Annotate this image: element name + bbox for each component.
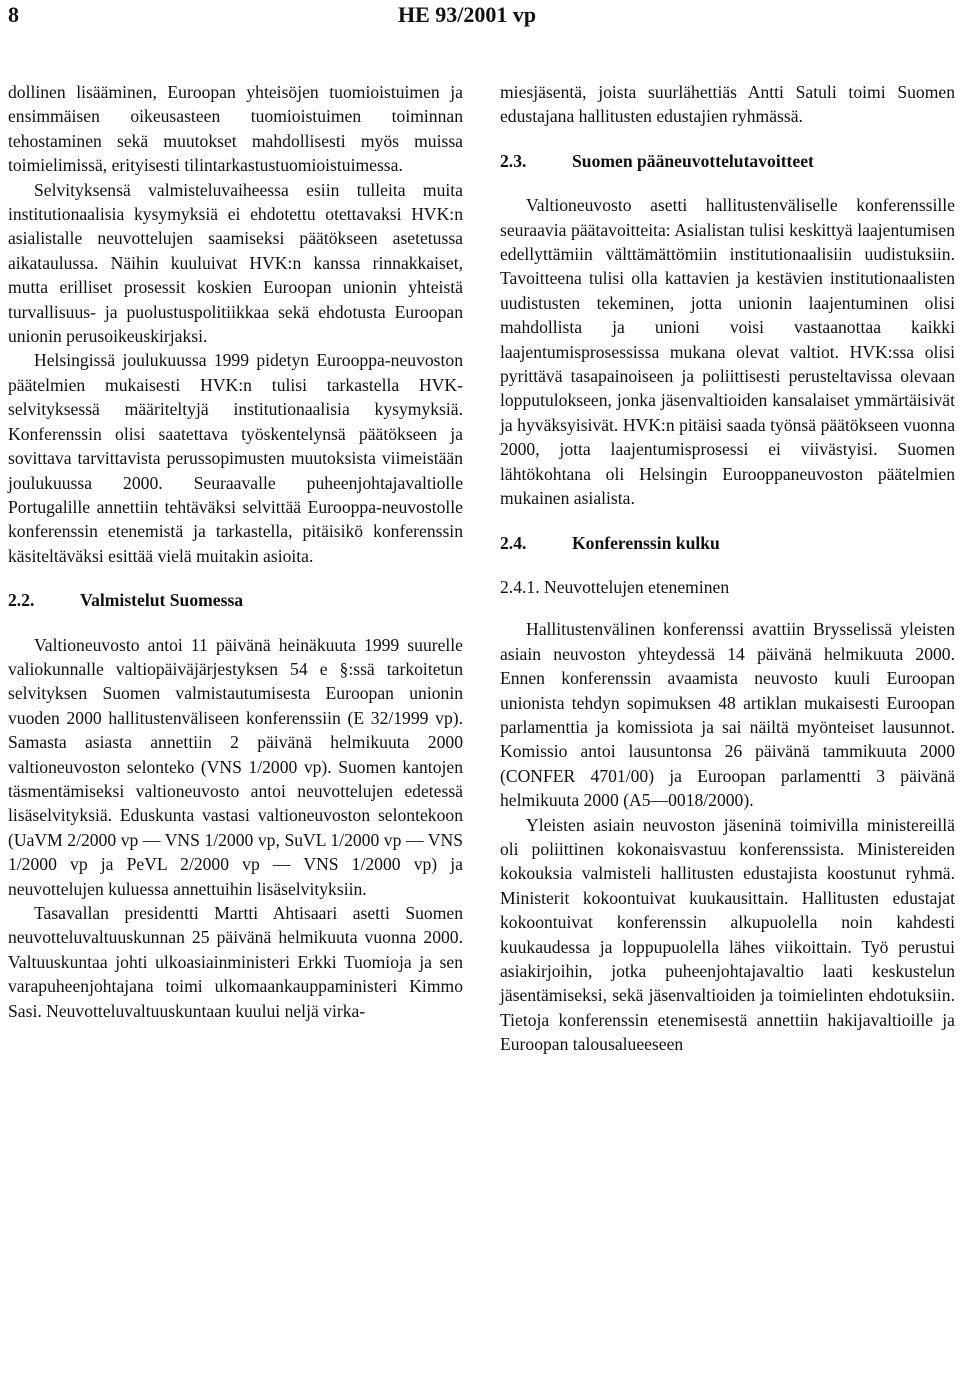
section-title: Valmistelut Suomessa — [80, 590, 244, 611]
left-column — [8, 80, 463, 1023]
section-number: 2.3. — [500, 150, 527, 171]
section-title: Konferenssin kulku — [572, 532, 720, 553]
paragraph: Valtioneuvosto asetti hallitustenväliselle konferenssille seuraavia päätavoitteita: Asialistan tulisi keskittyä laajentumisen edellyttämiin välttämättömiin institutionaalisiin uudistuksiin. Tavoitteena tulisi olla kattavien ja kestävien institutionaalisten uudistusten tekeminen, jotta unionin laajentuminen olisi mahdollista ja unioni voisi vastaanottaa kaikki laajentumisprosessissa mukana olevat valtiot. HVK:ssa olisi pyrittävä tasapainoiseen ja poliittisesti perusteltavissa olevaan lopputulokseen, jonka jäsenvaltioiden kansalaiset ymmärtäisivät ja hyväksyisivät. HVK:n pitäisi saada työnsä päätökseen vuonna 2000, jotta laajentumisprosessi ei viivästyisi. Suomen lähtökohtana oli Helsingin Eurooppaneuvoston päätelmien mukainen asialista. — [500, 195, 955, 509]
paragraph: miesjäsentä, joista suurlähettiäs Antti Satuli toimi Suomen edustajana hallitusten edustajien ryhmässä. — [500, 82, 955, 127]
section-heading-2-3 — [500, 149, 955, 173]
paragraph: dollinen lisääminen, Euroopan yhteisöjen tuomioistuimen ja ensimmäisen oikeusasteen tuomioistuimen toiminnan tehostaminen sekä muutokset mahdollisesti myös muissa toimielimissä, erityisesti tilintarkastustuomioistuimessa. — [8, 82, 463, 176]
section-number: 2.4. — [500, 532, 527, 553]
paragraph: Hallitustenvälinen konferenssi avattiin Brysselissä yleisten asiain neuvoston yhteydessä 14 päivänä helmikuuta 2000. Ennen konferenssin avaamista neuvosto kuuli Euroopan unionista tehdyn sopimuksen 48 artiklan mukaisesti Euroopan parlamenttia ja komissiota ja sai näiltä myönteiset lausunnot. Komissio antoi lausuntonsa 26 päivänä tammikuuta 2000 (CONFER 4701/00) ja Euroopan parlamentti 3 päivänä helmikuuta 2000 (A5—0018/2000). — [500, 619, 955, 811]
paragraph: Valtioneuvosto antoi 11 päivänä heinäkuuta 1999 suurelle valiokunnalle valtiopäiväjärjestyksen 54 e §:ssä tarkoitetun selvityksen Suomen valmistautumisesta Euroopan unionin vuoden 2000 hallitustenväliseen konferenssiin (E 32/1999 vp). Samasta asiasta annettiin 2 päivänä helmikuuta 2000 valtioneuvoston selonteko (VNS 1/2000 vp). Suomen kantojen täsmentämiseksi valtioneuvosto antoi neuvottelujen edetessä lisäselvityksiä. Eduskunta vastasi valtioneuvoston selontekoon (UaVM 2/2000 vp — VNS 1/2000 vp, SuVL 1/2000 vp — VNS 1/2000 vp ja PeVL 2/2000 vp — VNS 1/2000 vp) ja neuvottelujen kuluessa annettuihin lisäselvityksiin. — [8, 634, 463, 899]
right-column — [500, 80, 955, 1057]
paragraph: Selvityksensä valmisteluvaiheessa esiin tulleita muita institutionaalisia kysymyksiä ei ehdotettu otettavaksi HVK:n asialistalle neuvottelujen saamiseksi päätökseen asetetussa aikataulussa. Näihin kuuluivat HVK:n kanssa rinnakkaiset, mutta erilliset prosessit koskien Euroopan unionin yhteistä turvallisuus- ja puolustuspolitiikkaa sekä ehdotusta Euroopan unionin perusoikeuskirjaksi. — [8, 179, 463, 347]
paragraph: Tasavallan presidentti Martti Ahtisaari asetti Suomen neuvotteluvaltuuskunnan 25 päivänä helmikuuta vuonna 2000. Valtuuskuntaa johti ulkoasiainministeri Erkki Tuomioja ja sen varapuheenjohtajana toimi ulkomaankauppaministeri Kimmo Sasi. Neuvotteluvaltuuskuntaan kuului neljä virka- — [8, 903, 463, 1021]
paragraph: Yleisten asiain neuvoston jäseninä toimivilla ministereillä oli poliittinen kokonaisvastuu konferenssista. Ministereiden kokouksia valmisteli hallitusten edustajista koostunut ryhmä. Ministerit kokoontuivat kuukausittain. Hallitusten edustajat kokoontuivat konferenssin alkupuolella noin kahdesti kuukaudessa ja loppupuolella lähes viikoittain. Työ perustui asiakirjoihin, jotka puheenjohtajavaltio laati keskustelun jäsentämiseksi, sekä jäsenvaltioiden ja toimielinten ehdotuksiin. Tietoja konferenssin etenemisestä annettiin hakijavaltioille ja Euroopan talousalueeseen — [500, 814, 955, 1055]
section-number: 2.2. — [8, 590, 35, 611]
section-title: Suomen pääneuvottelutavoitteet — [572, 150, 814, 171]
page-number: 8 — [8, 2, 19, 27]
section-heading-2-4 — [500, 531, 955, 555]
section-heading-2-2 — [8, 588, 463, 612]
paragraph: Helsingissä joulukuussa 1999 pidetyn Eurooppa-neuvoston päätelmien mukaisesti HVK:n tulisi tarkastella HVK-selvityksessä määriteltyjä institutionaalisia kysymyksiä. Konferenssin olisi saatettava työskentelynsä päätökseen ja sovittava tarvittavista perussopimusten muutoksista viimeistään joulukuussa 2000. Seuraavalle puheenjohtajavaltiolle Portugalille annettiin tehtäväksi selvittää Eurooppa-neuvostolle konferenssin etenemistä ja tarkastella, pitäisikö konferenssin käsiteltäväksi esittää vielä muitakin asioita. — [8, 350, 463, 566]
subsection-heading-2-4-1: 2.4.1. Neuvottelujen eteneminen — [500, 576, 730, 597]
document-id: HE 93/2001 vp — [398, 2, 537, 27]
